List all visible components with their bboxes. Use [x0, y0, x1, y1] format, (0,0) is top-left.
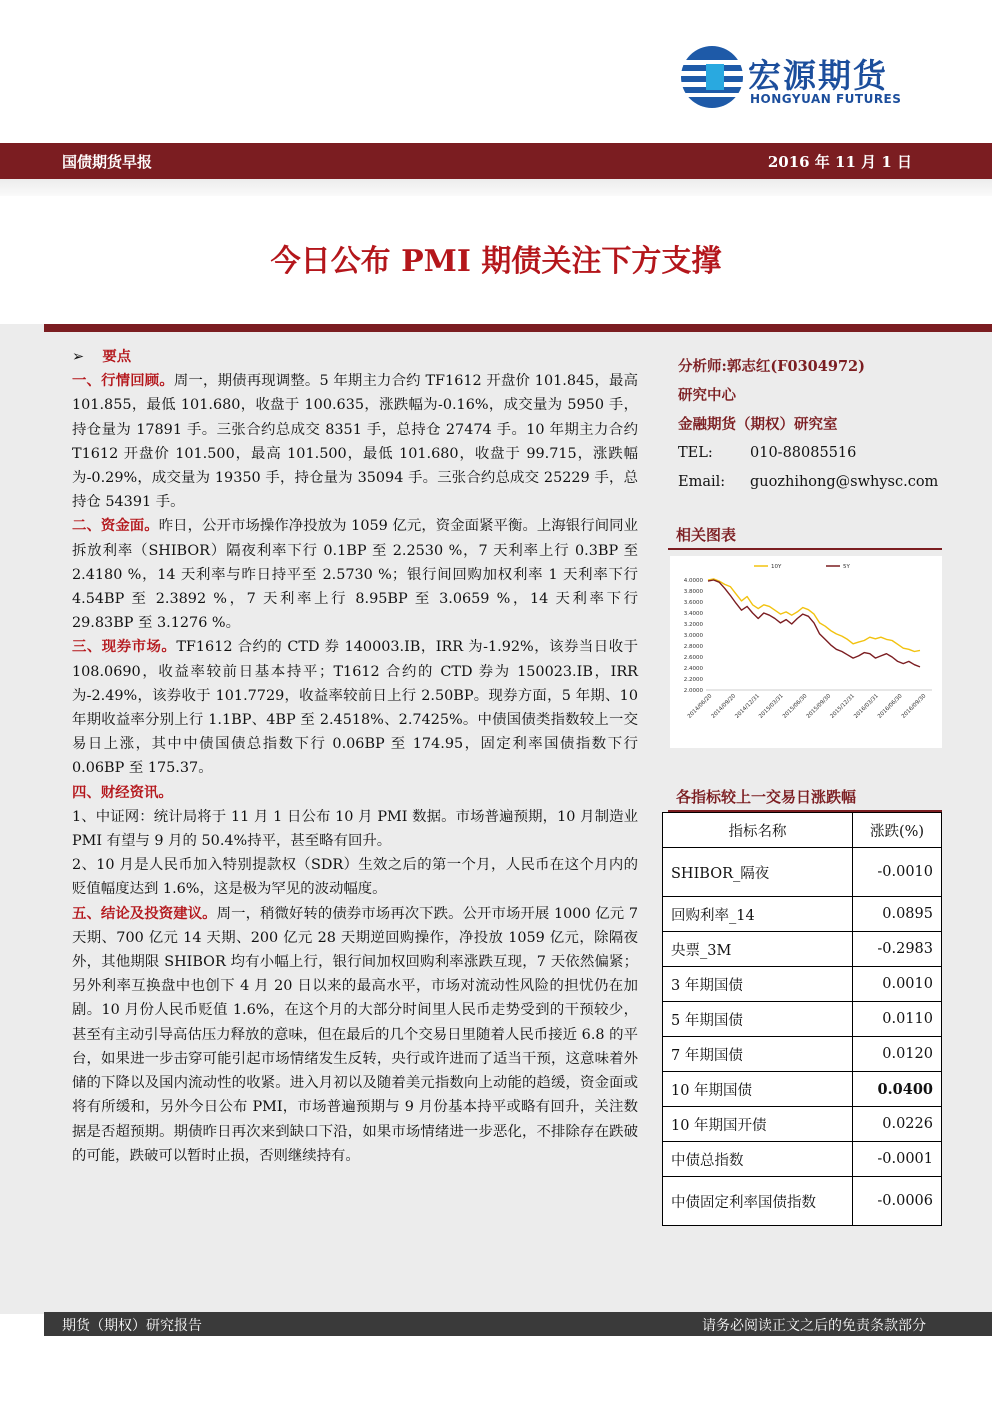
x-tick-label: 2015/12/31	[829, 693, 857, 720]
table-row	[663, 932, 942, 967]
y-tick-label: 4.0000	[683, 578, 703, 584]
indicator-value: -0.2983	[853, 932, 942, 967]
indicator-value: 0.0400	[853, 1072, 942, 1107]
footer-left: 期货（期权）研究报告	[62, 1318, 202, 1334]
table-header-row	[663, 813, 942, 848]
footer-disclaimer: 请务必阅读正文之后的免责条款部分	[702, 1318, 926, 1334]
email-link[interactable]: guozhihong@swhysc.com	[750, 474, 939, 490]
analyst-dept: 研究中心	[678, 387, 736, 404]
analyst-name: 分析师:郭志红(F0304972)	[678, 358, 865, 375]
y-tick-label: 2.4000	[683, 666, 703, 672]
x-tick-label: 2015/09/30	[805, 693, 833, 720]
content-top-rule	[44, 324, 992, 332]
indicator-name: 3 年期国债	[663, 967, 853, 1002]
x-tick-label: 2015/03/31	[758, 693, 785, 720]
indicator-value: -0.0010	[853, 848, 942, 897]
report-title: 今日公布 PMI 期债关注下方支撑	[270, 244, 722, 279]
analyst-subdept: 金融期货（期权）研究室	[678, 416, 838, 433]
email-row: Email: guozhihong@swhysc.com	[678, 468, 938, 497]
section-5: 五、结论及投资建议。周一，稍微好转的债券市场再次下跌。公开市场开展 1000 亿元 7 天期、700 亿元 14 天期、200 亿元 28 天期逆回购操作，净投放 1059 亿元，除隔夜外，其他期限 SHIBOR 均有小幅上行，银行间加权回购利率涨跌互现，7 天依然偏紧；另外利率互换盘中也创下 4 月 20 日以来的最高水平，市场对流动性风险的担忧仍在加剧。10 月份人民币贬值 1.6%，在这个月的大部分时间里人民币走势受到的干预较少，甚至有主动引导高估压力释放的意味，但在最后的几个交易日里随着人民币接近 6.8 的平台，如果进一步击穿可能引起市场情绪发生反转，央行或许进而了适当干预，这意味着外储的下降以及国内流动性的收紧。进入月初以及随着美元指数向上动能的趋缓，资金面或将有所缓和，另外今日公布 PMI，市场普遍预期与 9 月份基本持平或略有回升，关注数据是否超预期。期债昨日再次来到缺口下沿，如果市场情绪进一步恶化，不排除存在跌破的可能，跌破可以暂时止损，否则继续持有。	[72, 904, 638, 1164]
y-tick-label: 3.8000	[683, 589, 703, 595]
header-change: 涨跌(%)	[853, 813, 942, 848]
indicator-value: 0.0120	[853, 1037, 942, 1072]
indicator-value: 0.0226	[853, 1107, 942, 1142]
legend-label: 5Y	[843, 564, 850, 570]
indicator-name: 中债固定利率国债指数	[663, 1177, 853, 1226]
indicator-name: 10 年期国债	[663, 1072, 853, 1107]
x-tick-label: 2016/06/30	[876, 693, 904, 720]
indicator-value: -0.0006	[853, 1177, 942, 1226]
section-2: 二、资金面。昨日，公开市场操作净投放为 1059 亿元，资金面紧平衡。上海银行间同业拆放利率（SHIBOR）隔夜利率下行 0.1BP 至 2.2530 %，7 天利率上行 0.3BP 至 2.4180 %，14 天利率与昨日持平至 2.5730 %；银行间回购加权利率 1 天利率下行 4.54BP 至 2.3892 %，7 天利率上行 8.95BP 至 3.0659 %，14 天利率下行 29.83BP 至 3.1276 %。	[72, 517, 638, 632]
brand-name-en: HONGYUAN FUTURES	[750, 92, 902, 106]
indicator-name: SHIBOR_隔夜	[663, 848, 853, 897]
section-3: 三、现券市场。TF1612 合约的 CTD 券 140003.IB，IRR 为-1.92%，该券当日收于 108.0690，收益率较前日基本持平；T1612 合约的 CTD 券为 150023.IB，IRR 为-2.49%，该券收于 101.7729，收益率较前日上行 2.50BP。现券方面，5 年期、10 年期收益率分别上行 1.1BP、4BP 至 2.4518%、2.7425%。中债国债类指数较上一交易日上涨，其中中债国债总指数下行 0.06BP 至 174.95，固定利率国债指数下行 0.06BP 至 175.37。	[72, 638, 638, 777]
indicator-value: 0.0110	[853, 1002, 942, 1037]
tel-value: 010-88085516	[750, 445, 857, 461]
indicator-value: 0.0010	[853, 967, 942, 1002]
table-row	[663, 1142, 942, 1177]
news-item-2: 2、10 月是人民币加入特别提款权（SDR）生效之后的第一个月，人民币在这个月内的贬值幅度达到 1.6%，这是极为罕见的波动幅度。	[72, 857, 638, 898]
indicator-name: 中债总指数	[663, 1142, 853, 1177]
x-tick-label: 2016/03/31	[853, 693, 880, 720]
arrow-icon: ➢	[72, 349, 85, 365]
indicator-name: 7 年期国债	[663, 1037, 853, 1072]
legend-label: 10Y	[771, 564, 782, 570]
analyst-info	[678, 352, 938, 497]
table-row	[663, 848, 942, 897]
indicator-table	[662, 812, 942, 1226]
keypoint-heading: ➢ 要点	[72, 348, 132, 365]
tel-row: TEL: 010-88085516	[678, 439, 938, 468]
series-line	[708, 579, 920, 652]
table-row	[663, 1107, 942, 1142]
x-tick-label: 2014/12/31	[734, 693, 761, 720]
brand-name: 宏源期货	[748, 56, 888, 95]
x-tick-label: 2014/06/20	[686, 693, 714, 720]
indicator-value: 0.0895	[853, 897, 942, 932]
table-row	[663, 1072, 942, 1107]
table-row	[663, 1002, 942, 1037]
chart-section-header: 相关图表	[668, 522, 942, 550]
header-shadow	[0, 179, 992, 196]
y-tick-label: 3.0000	[683, 633, 703, 639]
table-row	[663, 1177, 942, 1226]
y-tick-label: 2.2000	[683, 677, 703, 683]
news-item-1: 1、中证网：统计局将于 11 月 1 日公布 10 月 PMI 数据。市场普遍预期，10 月制造业 PMI 有望与 9 月的 50.4%持平，甚至略有回升。	[72, 808, 638, 850]
section-4: 四、财经资讯。	[72, 783, 173, 801]
y-tick-label: 3.2000	[683, 622, 703, 628]
y-tick-label: 2.0000	[683, 688, 703, 694]
summary-column	[72, 345, 638, 1168]
indicator-value: -0.0001	[853, 1142, 942, 1177]
series-line	[708, 580, 920, 667]
x-tick-label: 2016/09/30	[900, 693, 928, 720]
section-1: 一、行情回顾。周一，期债再现调整。5 年期主力合约 TF1612 开盘价 101.845，最高 101.855，最低 101.680，收盘于 100.635，涨跌幅为-0.16%，成交量为 5950 手，持仓量为 17891 手。三张合约总成交 8351 手，总持仓 27474 手。10 年期主力合约 T1612 开盘价 101.500，最高 101.500，最低 101.680，收盘于 99.715，涨跌幅为-0.29%，成交量为 19350 手，持仓量为 35094 手。三张合约总成交 25229 手，总持仓 54391 手。	[72, 372, 638, 511]
report-date: 2016 年 11 月 1 日	[767, 153, 912, 171]
table-row	[663, 1037, 942, 1072]
table-section-header: 各指标较上一交易日涨跌幅	[668, 784, 942, 812]
y-tick-label: 2.6000	[683, 655, 703, 661]
x-tick-label: 2014/09/20	[710, 693, 738, 720]
indicator-name: 5 年期国债	[663, 1002, 853, 1037]
yield-chart	[670, 556, 942, 748]
y-tick-label: 3.6000	[683, 600, 703, 606]
table-row	[663, 897, 942, 932]
y-tick-label: 3.4000	[683, 611, 703, 617]
y-tick-label: 2.8000	[683, 644, 703, 650]
table-row	[663, 967, 942, 1002]
indicator-name: 央票_3M	[663, 932, 853, 967]
x-tick-label: 2015/06/30	[781, 693, 809, 720]
report-category: 国债期货早报	[62, 153, 153, 171]
indicator-name: 10 年期国开债	[663, 1107, 853, 1142]
header-name: 指标名称	[663, 813, 853, 848]
indicator-name: 回购利率_14	[663, 897, 853, 932]
